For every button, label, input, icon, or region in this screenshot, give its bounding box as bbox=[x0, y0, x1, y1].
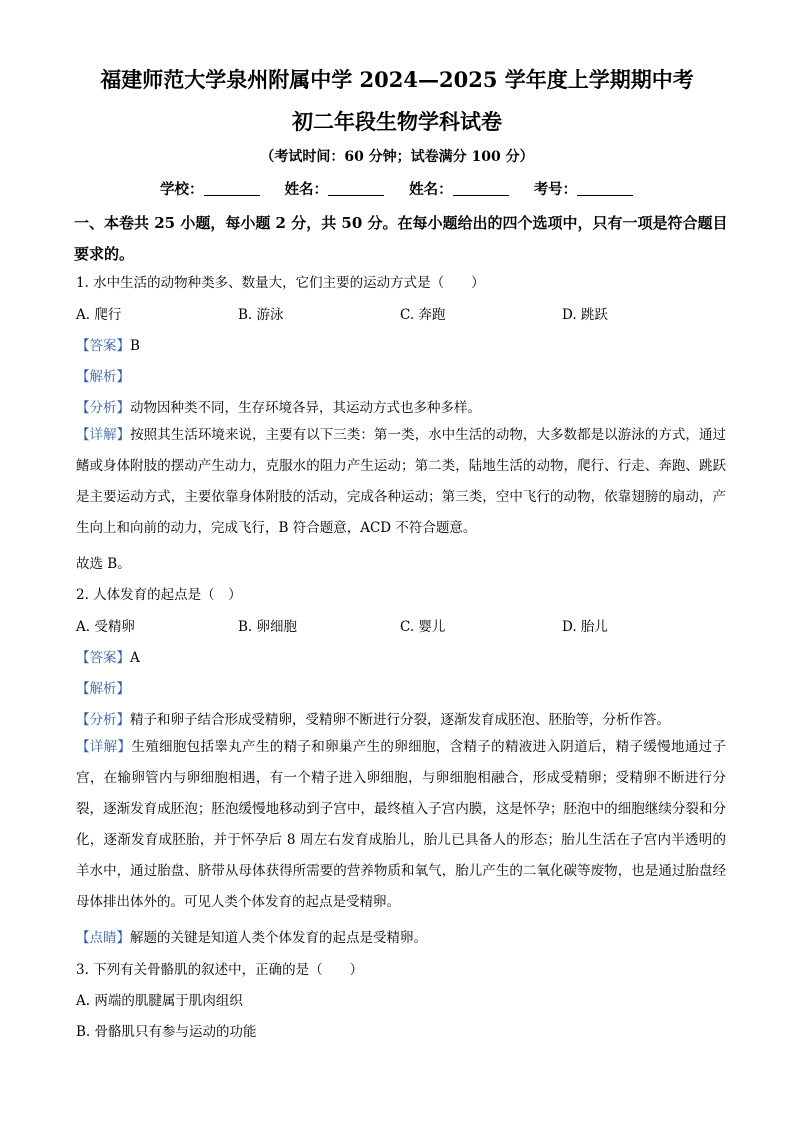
question-1-option-a: A. 爬行 bbox=[76, 307, 122, 323]
question-1-answer: 【答案】B bbox=[76, 338, 140, 354]
question-1-option-d: D. 跳跃 bbox=[562, 307, 608, 323]
school-label: 学校： bbox=[160, 181, 204, 198]
question-2-option-b: B. 卵细胞 bbox=[238, 619, 298, 635]
name-label-2: 姓名： bbox=[409, 181, 453, 198]
question-1-analysis-tag: 【解析】 bbox=[76, 369, 130, 385]
question-1-fenxi: 【分析】动物因种类不同，生存环境各异，其运动方式也多种多样。 bbox=[76, 400, 481, 416]
exam-subject-title: 初二年段生物学科试卷 bbox=[292, 109, 502, 134]
exam-title: 福建师范大学泉州附属中学 2024—2025 学年度上学期期中考 bbox=[100, 67, 694, 92]
question-2-option-d: D. 胎儿 bbox=[562, 619, 608, 635]
question-1-stem: 1. 水中生活的动物种类多、数量大，它们主要的运动方式是（ ） bbox=[76, 275, 485, 291]
question-2-dianjing: 【点睛】解题的关键是知道人类个体发育的起点是受精卵。 bbox=[76, 930, 427, 946]
question-1-xiangjie: 【详解】按照其生活环境来说，主要有以下三类：第一类，水中生活的动物，大多数都是以游泳的方式，通过鳍或身体附肢的摆动产生动力，克服水的阻力产生运动；第二类，陆地生活的动物，爬行、行走、奔跑、跳跃是主要运动方式，主要依靠身体附肢的活动，完成各种运动；第三类，空中飞行的动物，依靠翅膀的扇动，产生向上和向前的动力，完成飞行，B 符合题意，ACD 不符合题意。 bbox=[76, 427, 727, 536]
question-2-option-a: A. 受精卵 bbox=[76, 619, 135, 635]
question-1-conclusion: 故选 B。 bbox=[76, 556, 131, 572]
question-2-analysis-tag: 【解析】 bbox=[76, 681, 130, 697]
exam-number-label: 考号： bbox=[533, 181, 578, 198]
section-instruction: 一、本卷共 25 小题，每小题 2 分，共 50 分。在每小题给出的四个选项中，只有一项是符合题目要求的。 bbox=[74, 214, 728, 263]
exam-time-note: （考试时间：60 分钟；试卷满分 100 分） bbox=[260, 149, 534, 165]
question-3-stem: 3. 下列有关骨骼肌的叙述中，正确的是（ ） bbox=[76, 962, 364, 978]
question-2-stem: 2. 人体发育的起点是（ ） bbox=[76, 587, 242, 603]
question-1-option-c: C. 奔跑 bbox=[400, 307, 446, 323]
student-info-line bbox=[160, 178, 653, 199]
exam-number-blank bbox=[577, 181, 633, 196]
question-3-option-b: B. 骨骼肌只有参与运动的功能 bbox=[76, 1024, 257, 1040]
name-blank-2 bbox=[453, 181, 509, 196]
question-2-xiangjie: 【详解】生殖细胞包括睾丸产生的精子和卵巢产生的卵细胞，含精子的精液进入阴道后，精子缓慢地通过子宫，在输卵管内与卵细胞相遇，有一个精子进入卵细胞，与卵细胞相融合，形成受精卵；受精卵不断进行分裂，逐渐发育成胚泡；胚泡缓慢地移动到子宫中，最终植入子宫内膜，这是怀孕；胚泡中的细胞继续分裂和分化，逐渐发育成胚胎，并于怀孕后 8 周左右发育成胎儿，胎儿已具备人的形态；胎儿生活在子宫内半透明的羊水中，通过胎盘、脐带从母体获得所需要的营养物质和氧气，胎儿产生的二氧化碳等废物，也是通过胎盘经母体排出体外的。可见人类个体发育的起点是受精卵。 bbox=[76, 739, 727, 910]
question-2-fenxi: 【分析】精子和卵子结合形成受精卵，受精卵不断进行分裂，逐渐发育成胚泡、胚胎等，分析作答。 bbox=[76, 712, 670, 728]
school-blank bbox=[204, 181, 260, 196]
name-label: 姓名： bbox=[284, 181, 329, 198]
question-3-option-a: A. 两端的肌腱属于肌肉组织 bbox=[76, 993, 243, 1009]
question-1-option-b: B. 游泳 bbox=[238, 307, 284, 323]
name-blank bbox=[328, 181, 384, 196]
question-2-answer: 【答案】A bbox=[76, 650, 140, 666]
question-2-option-c: C. 婴儿 bbox=[400, 619, 446, 635]
